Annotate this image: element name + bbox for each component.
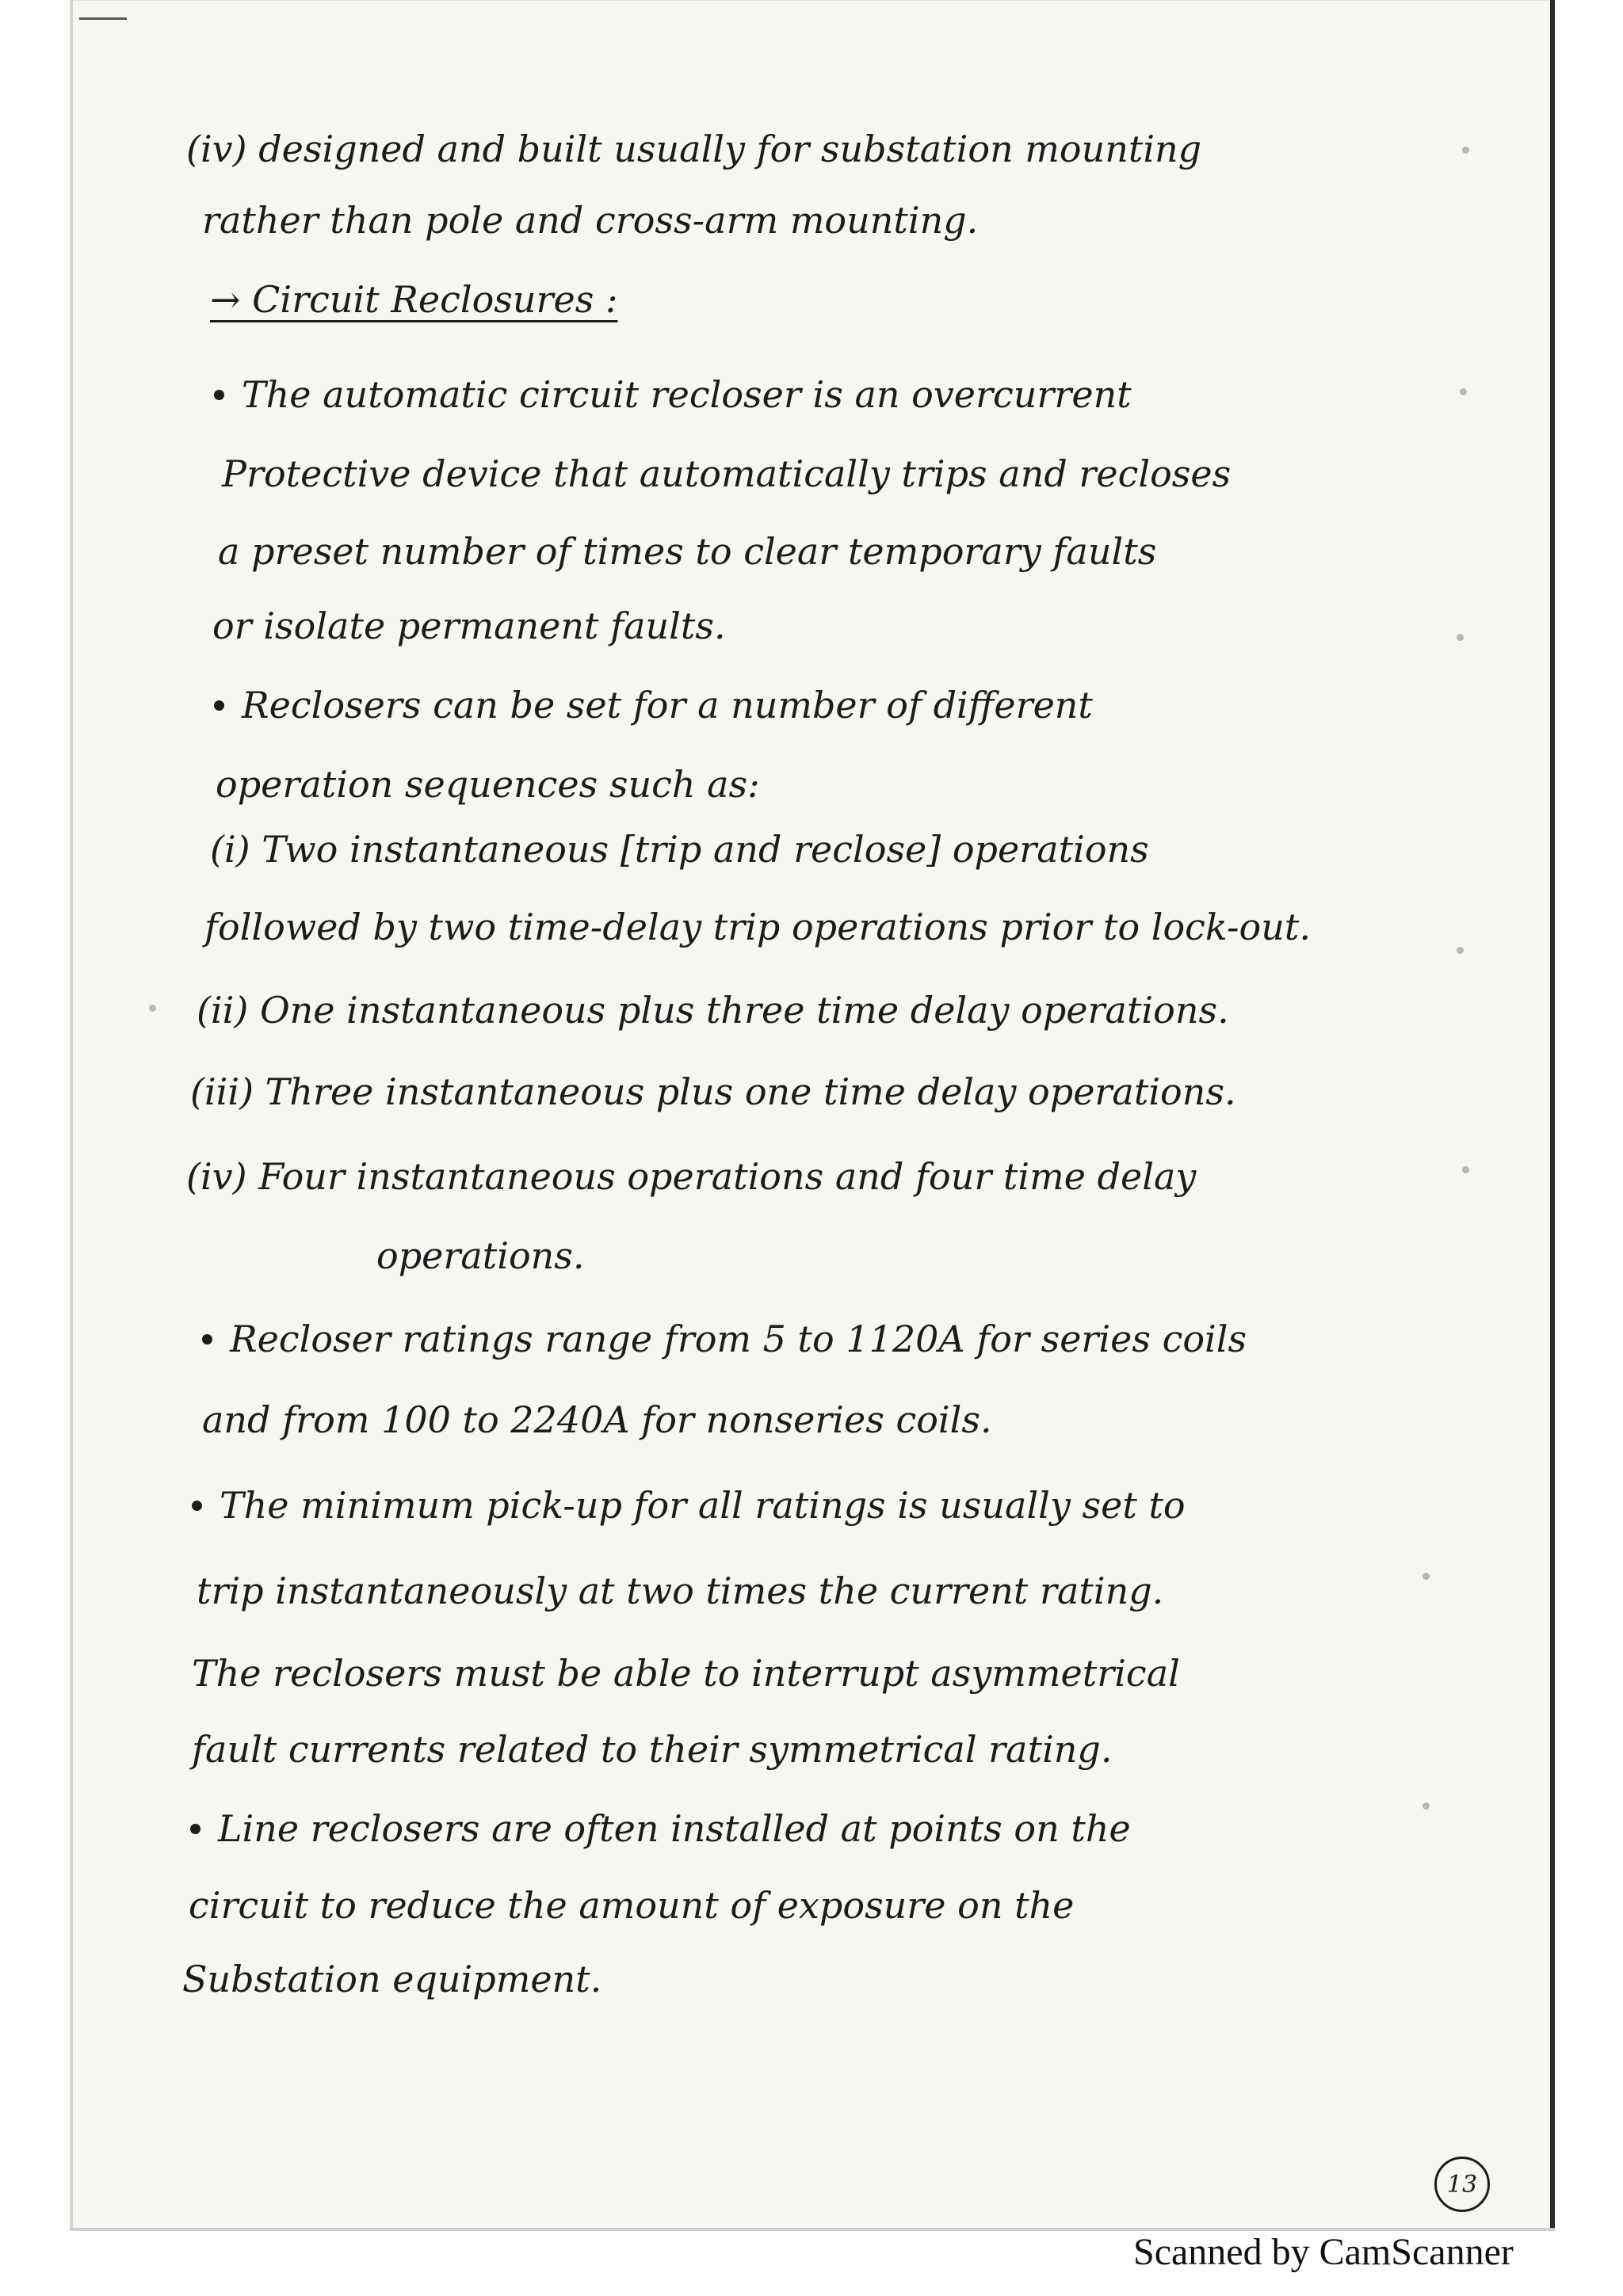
- text-line: fault currents related to their symmetrical rating.: [192, 1728, 1113, 1771]
- bullet-line: Line reclosers are often installed at points on the: [190, 1805, 1131, 1852]
- bullet-line: The minimum pick-up for all ratings is usually set to: [192, 1482, 1186, 1529]
- text-line: Protective device that automatically trips and recloses: [222, 452, 1232, 495]
- text-line: (i) Two instantaneous [trip and reclose] operations: [210, 828, 1149, 871]
- text-line: (iii) Three instantaneous plus one time delay operations.: [190, 1070, 1236, 1113]
- text-line: Substation equipment.: [182, 1958, 602, 2000]
- text-line: followed by two time-delay trip operations prior to lock-out.: [204, 906, 1311, 948]
- text-line: (iv) designed and built usually for substation mounting: [186, 128, 1202, 170]
- page-number: 13: [1434, 2157, 1490, 2212]
- text-line: or isolate permanent faults.: [212, 605, 726, 647]
- bullet-line: The automatic circuit recloser is an overcurrent: [214, 371, 1132, 418]
- text-line: and from 100 to 2240A for nonseries coils.: [202, 1398, 992, 1441]
- text-line: (ii) One instantaneous plus three time delay operations.: [197, 989, 1229, 1032]
- bullet-line: Reclosers can be set for a number of different: [214, 681, 1093, 729]
- text-line: rather than pole and cross-arm mounting.: [202, 199, 979, 242]
- text-line: (iv) Four instantaneous operations and four time delay: [186, 1155, 1197, 1198]
- text-line: a preset number of times to clear temporary faults: [218, 530, 1157, 573]
- section-heading: → Circuit Reclosures :: [210, 278, 618, 321]
- text-line: operations.: [376, 1234, 585, 1277]
- bullet-line: Recloser ratings range from 5 to 1120A for series coils: [202, 1315, 1247, 1363]
- text-line: The reclosers must be able to interrupt asymmetrical: [192, 1652, 1180, 1695]
- text-line: circuit to reduce the amount of exposure on the: [189, 1884, 1075, 1927]
- scanner-watermark: Scanned by CamScanner: [1133, 2231, 1514, 2273]
- text-line: trip instantaneously at two times the current rating.: [197, 1569, 1164, 1612]
- text-line: operation sequences such as:: [216, 763, 760, 806]
